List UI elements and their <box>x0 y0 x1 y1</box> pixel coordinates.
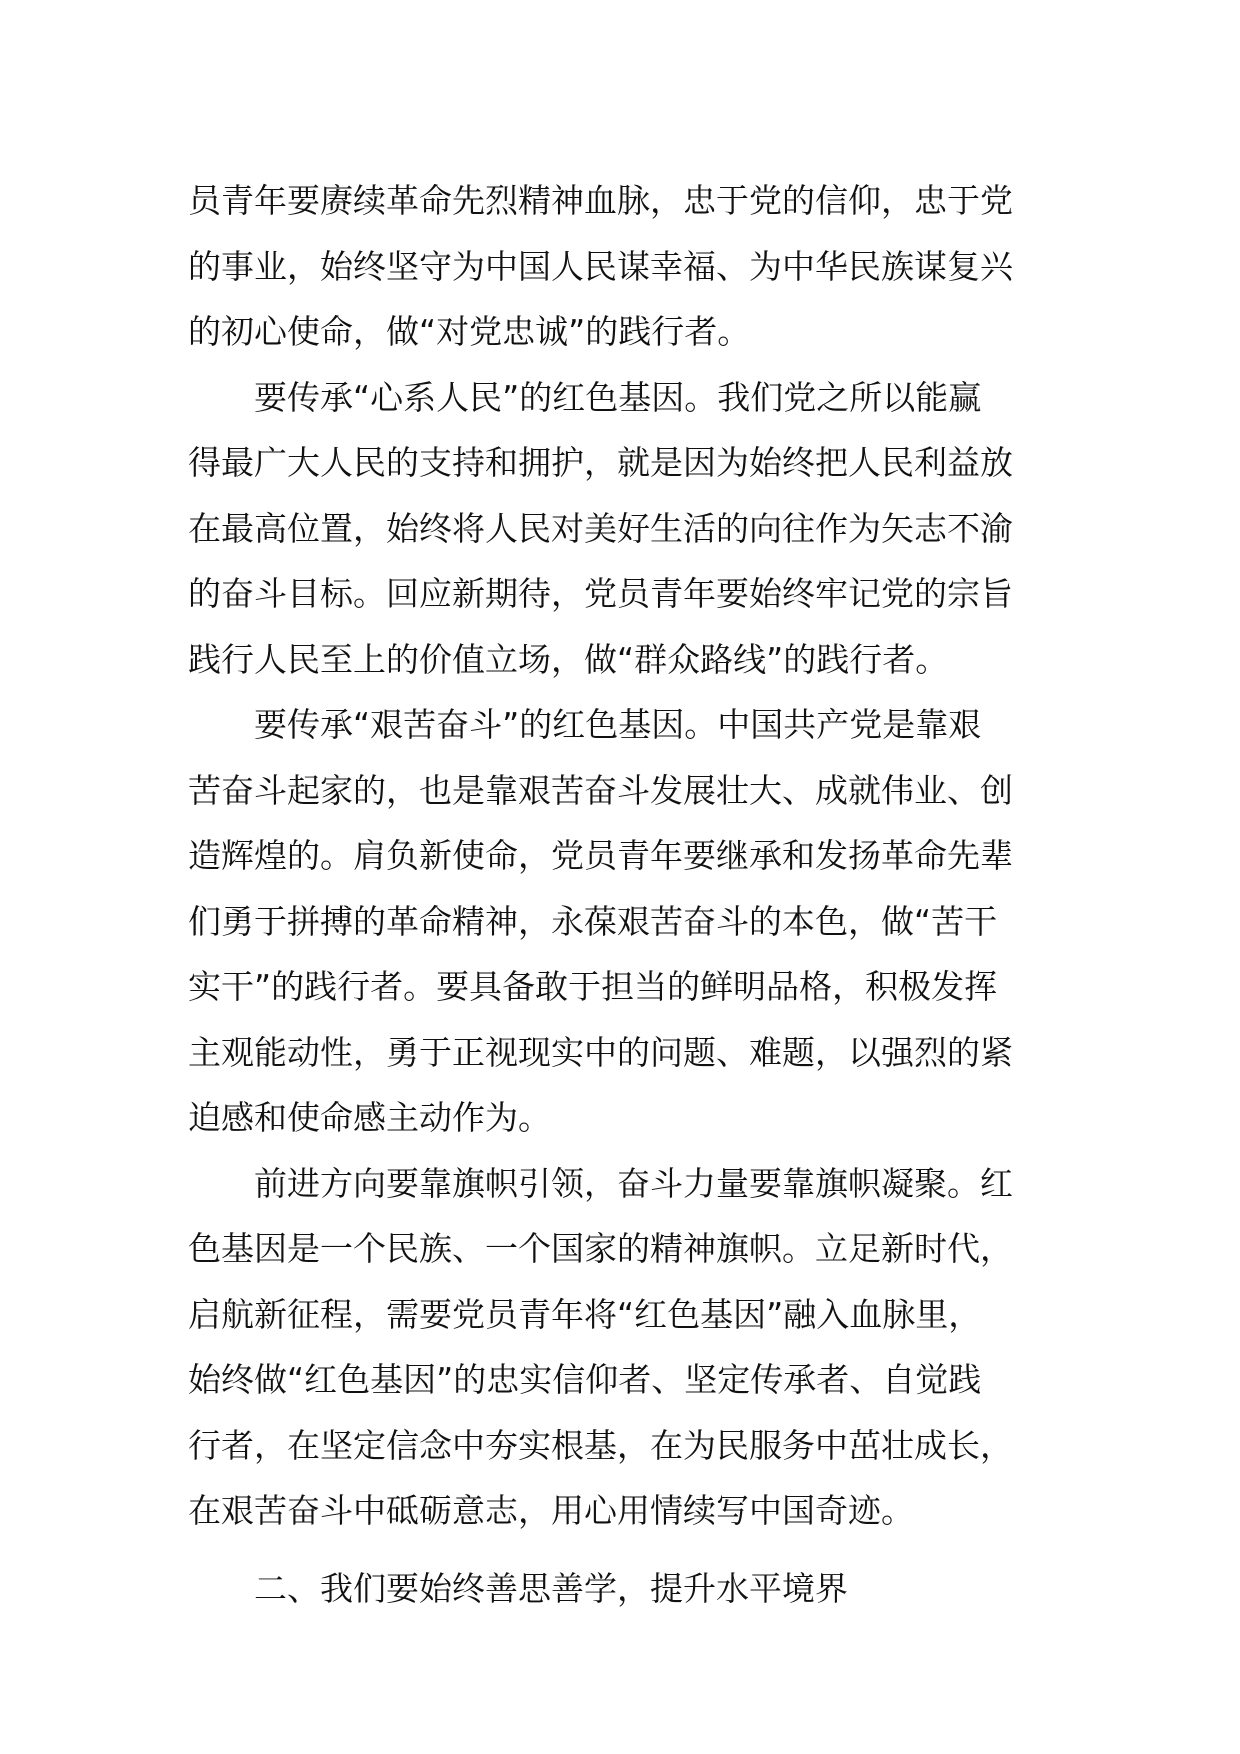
text-line: 苦奋斗起家的，也是靠艰苦奋斗发展壮大、成就伟业、创 <box>188 770 1013 810</box>
text-line: 在最高位置，始终将人民对美好生活的向往作为矢志不渝 <box>188 508 1013 548</box>
text-line: 启航新征程，需要党员青年将“红色基因”融入血脉里， <box>188 1294 982 1334</box>
text-line: 迫感和使命感主动作为。 <box>188 1098 551 1137</box>
body-text <box>188 168 1062 1621</box>
text-line: 色基因是一个民族、一个国家的精神旗帜。立足新时代， <box>188 1229 1013 1268</box>
text-line: 得最广大人民的支持和拥护，就是因为始终把人民利益放 <box>188 443 1013 482</box>
text-line: 造辉煌的。肩负新使命，党员青年要继承和发扬革命先辈 <box>188 836 1013 875</box>
text-line: 实干”的践行者。要具备敢于担当的鲜明品格，积极发挥 <box>188 967 998 1006</box>
text-line: 主观能动性，勇于正视现实中的问题、难题，以强烈的紧 <box>188 1032 1013 1072</box>
text-line: 行者，在坚定信念中夯实根基，在为民服务中茁壮成长， <box>188 1425 1013 1465</box>
text-line: 践行人民至上的价值立场，做“群众路线”的践行者。 <box>188 639 949 679</box>
section-heading: 二、我们要始终善思善学，提升水平境界 <box>254 1568 848 1608</box>
text-line: 在艰苦奋斗中砥砺意志，用心用情续写中国奇迹。 <box>188 1491 914 1530</box>
paragraph-first-line: 前进方向要靠旗帜引领，奋斗力量要靠旗帜凝聚。红 <box>254 1163 1013 1203</box>
paragraph-first-line: 要传承“艰苦奋斗”的红色基因。中国共产党是靠艰 <box>254 705 982 744</box>
text-line: 员青年要赓续革命先烈精神血脉，忠于党的信仰，忠于党 <box>188 181 1013 220</box>
text-line: 们勇于拼搏的革命精神，永葆艰苦奋斗的本色，做“苦干 <box>188 901 998 941</box>
text-line: 的初心使命，做“对党忠诚”的践行者。 <box>188 312 751 351</box>
text-line: 始终做“红色基因”的忠实信仰者、坚定传承者、自觉践 <box>188 1360 982 1399</box>
text-line: 的事业，始终坚守为中国人民谋幸福、为中华民族谋复兴 <box>188 246 1013 286</box>
paragraph-first-line: 要传承“心系人民”的红色基因。我们党之所以能赢 <box>254 377 982 417</box>
text-line: 的奋斗目标。回应新期待，党员青年要始终牢记党的宗旨 <box>188 574 1013 613</box>
